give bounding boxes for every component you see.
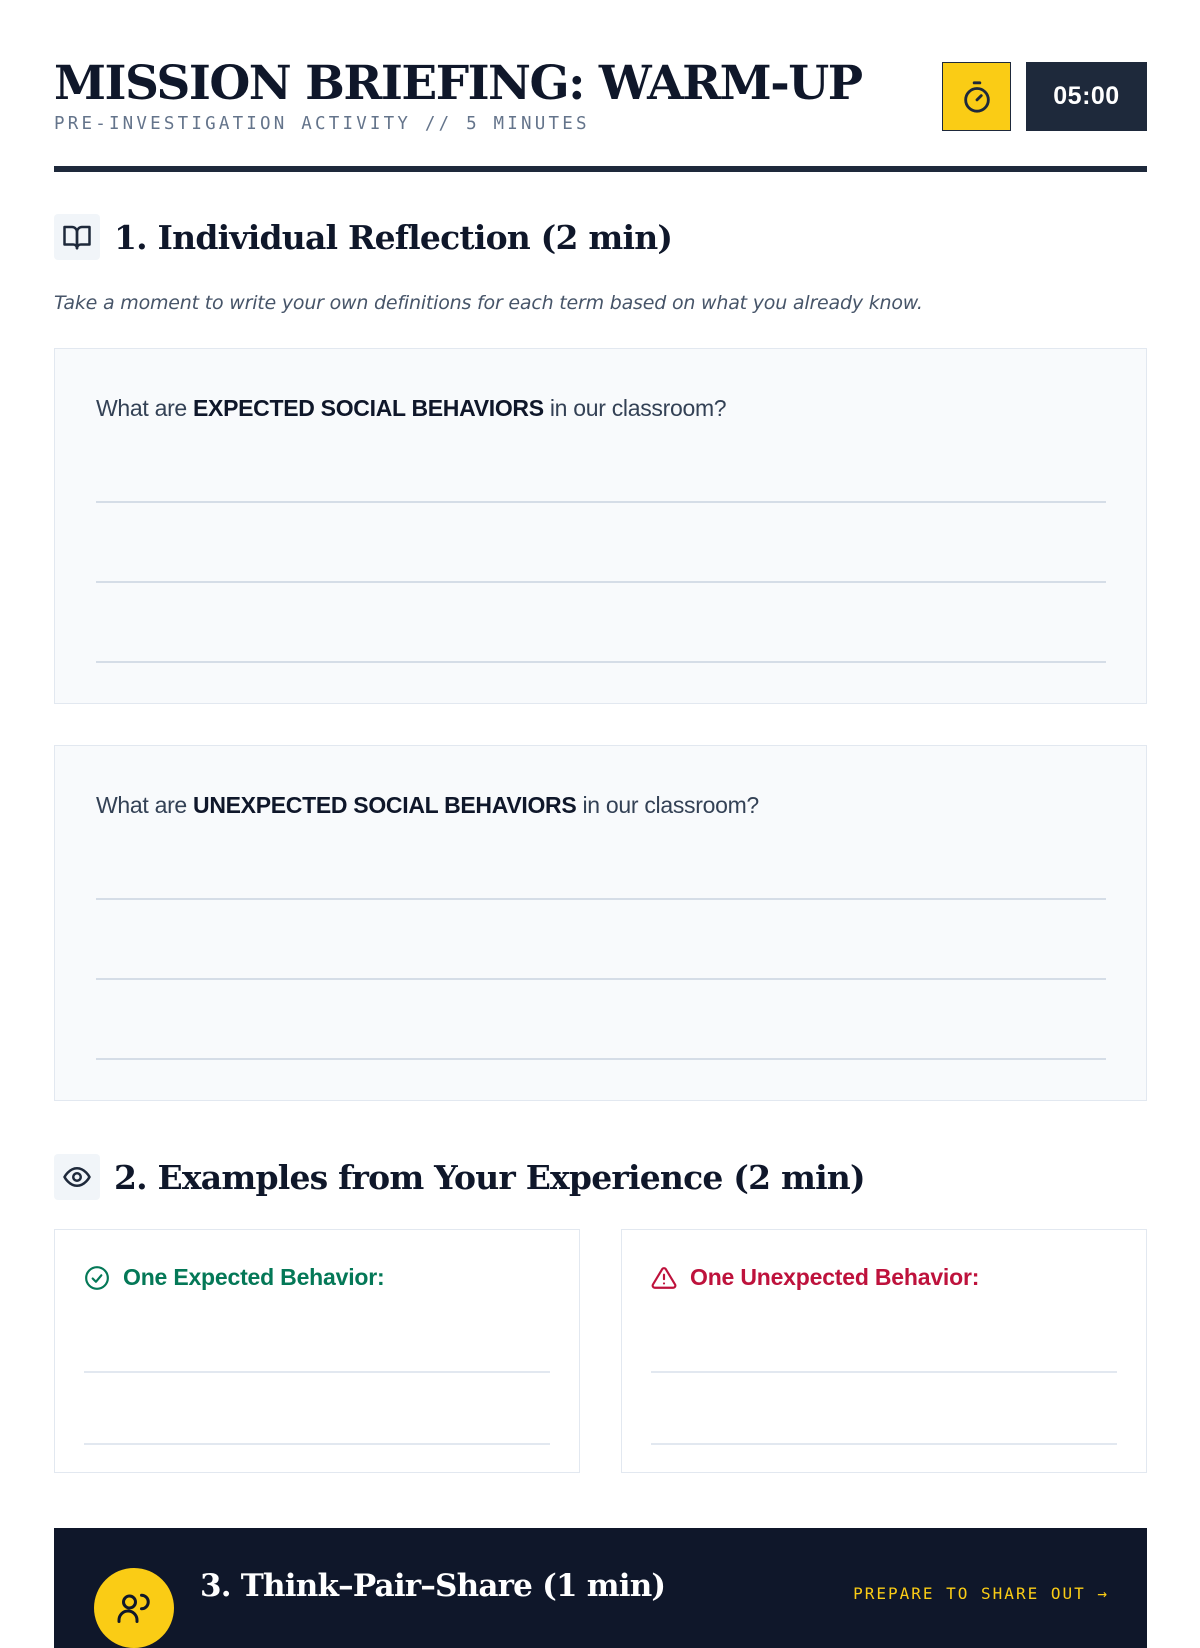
answer-line[interactable] <box>96 501 1106 503</box>
expected-definition-panel <box>54 348 1147 704</box>
unexpected-definition-question <box>96 792 759 819</box>
timer-display: 05:00 <box>1026 62 1147 131</box>
timer-button[interactable] <box>942 62 1011 131</box>
section-1-heading <box>54 214 672 260</box>
header-divider <box>54 166 1147 172</box>
worksheet-page <box>54 0 1147 1604</box>
page-title: MISSION BRIEFING: WARM-UP <box>54 56 862 111</box>
section-2-title: 2. Examples from Your Experience (2 min) <box>114 1157 865 1197</box>
answer-line[interactable] <box>96 978 1106 980</box>
page-subtitle: PRE-INVESTIGATION ACTIVITY // 5 MINUTES <box>54 114 590 134</box>
question-emphasis: UNEXPECTED SOCIAL BEHAVIORS <box>193 792 577 818</box>
section-2-heading <box>54 1154 865 1200</box>
expected-example-card <box>54 1229 580 1473</box>
page-header <box>54 0 1147 176</box>
alert-triangle-icon <box>651 1265 677 1291</box>
question-prefix: What are <box>96 792 194 818</box>
check-circle-icon <box>84 1265 110 1291</box>
question-suffix: in our classroom? <box>543 395 727 421</box>
question-suffix: in our classroom? <box>576 792 759 818</box>
section-3-title: 3. Think–Pair–Share (1 min) <box>200 1568 666 1604</box>
section-1-title: 1. Individual Reflection (2 min) <box>114 217 673 257</box>
card-label-text: One Expected Behavior: <box>123 1264 385 1290</box>
unexpected-example-card <box>621 1229 1147 1473</box>
section-1-instruction: Take a moment to write your own definitions for each term based on what you already know. <box>54 292 923 314</box>
question-prefix: What are <box>96 395 194 421</box>
question-emphasis: EXPECTED SOCIAL BEHAVIORS <box>193 395 544 421</box>
answer-line[interactable] <box>96 1058 1106 1060</box>
answer-line[interactable] <box>96 581 1106 583</box>
answer-line[interactable] <box>96 898 1106 900</box>
book-open-icon <box>54 214 100 260</box>
unexpected-example-label <box>651 1264 979 1291</box>
answer-line[interactable] <box>84 1443 550 1445</box>
card-label-text: One Unexpected Behavior: <box>690 1264 980 1290</box>
answer-line[interactable] <box>651 1371 1117 1373</box>
users-icon <box>94 1568 174 1648</box>
expected-definition-question <box>96 395 726 422</box>
eye-icon <box>54 1154 100 1200</box>
think-pair-share-section <box>54 1528 1147 1648</box>
stopwatch-icon <box>960 80 994 114</box>
expected-example-label <box>84 1264 384 1291</box>
answer-line[interactable] <box>84 1371 550 1373</box>
answer-line[interactable] <box>96 661 1106 663</box>
answer-line[interactable] <box>651 1443 1117 1445</box>
share-out-prompt: PREPARE TO SHARE OUT → <box>853 1584 1109 1603</box>
unexpected-definition-panel <box>54 745 1147 1101</box>
